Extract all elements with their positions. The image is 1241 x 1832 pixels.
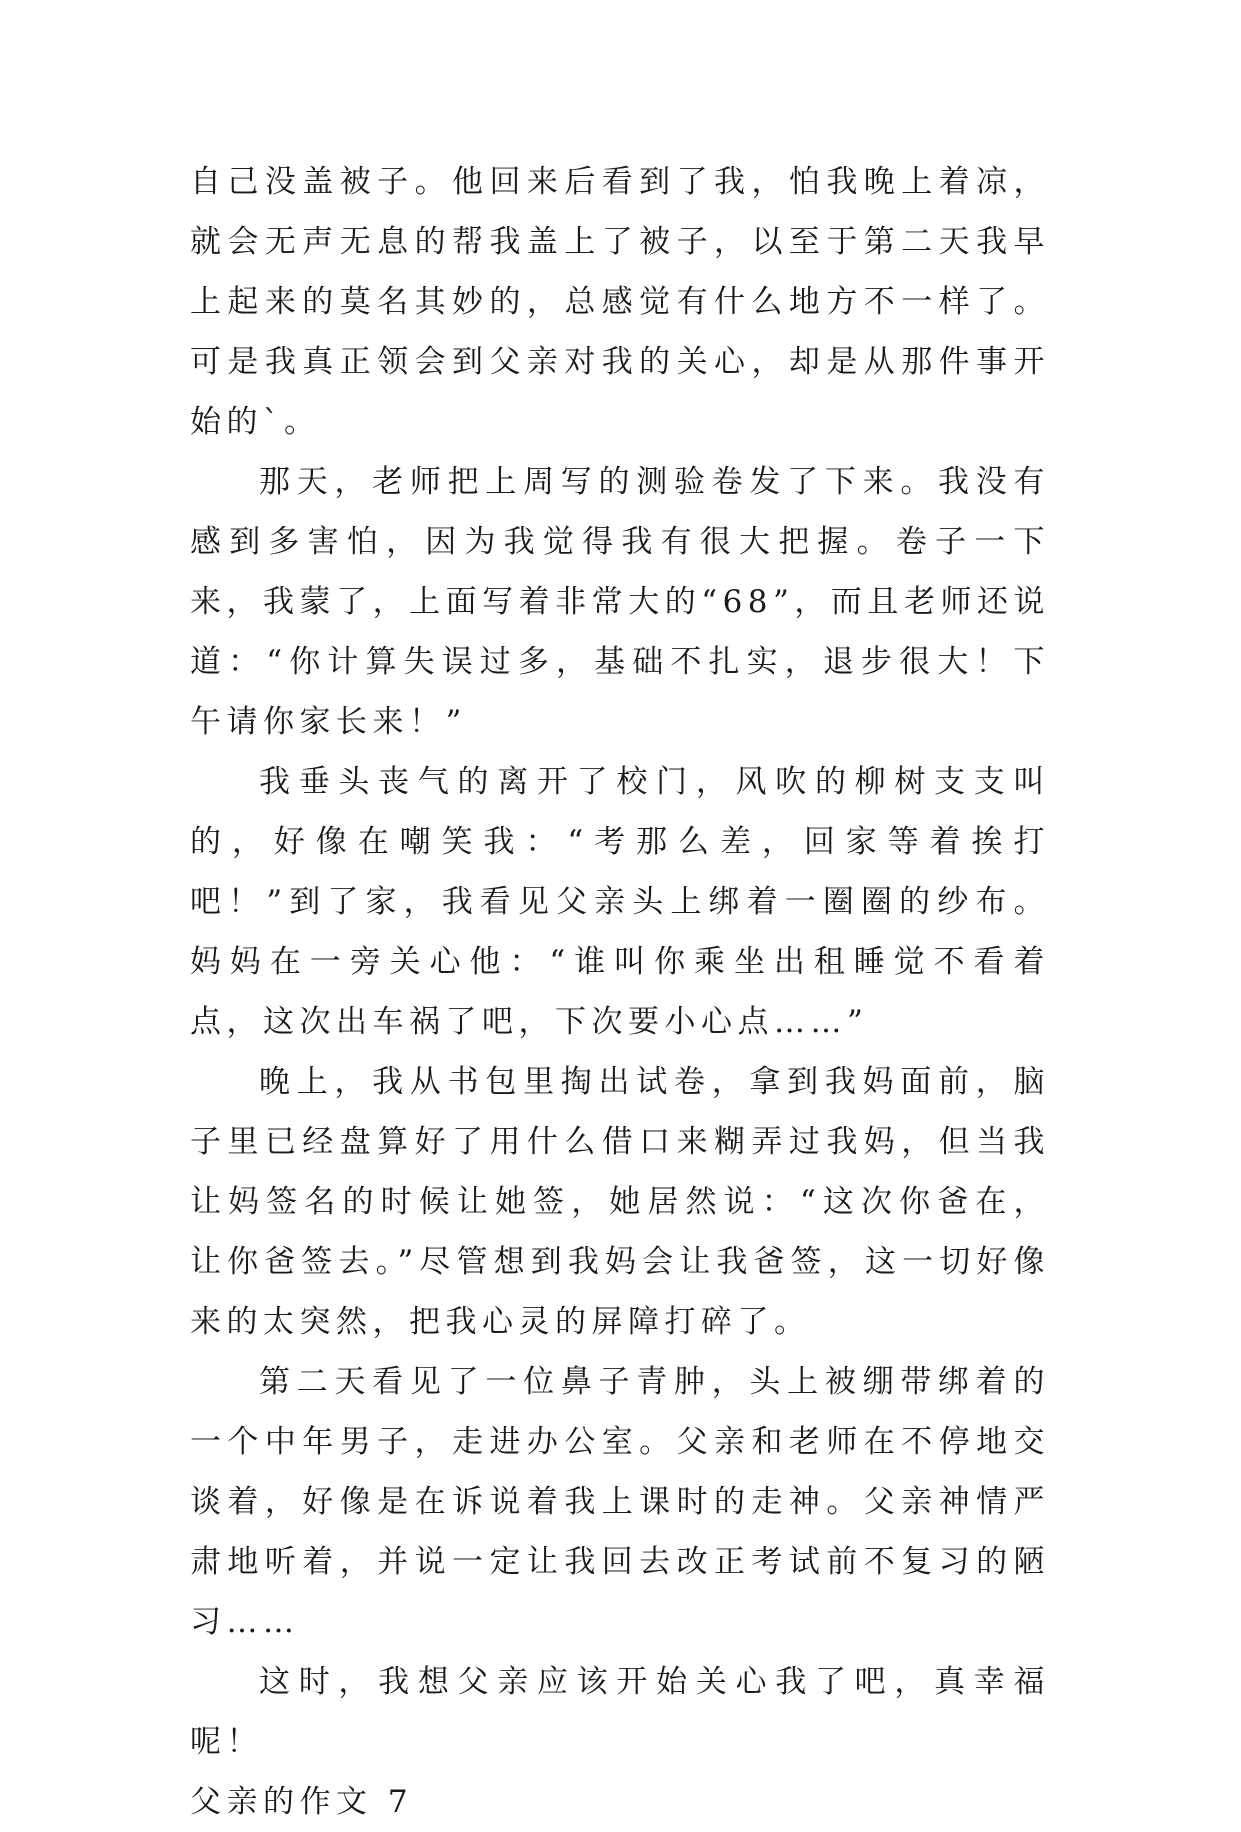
- paragraph-evening-signature: 晚上，我从书包里掏出试卷，拿到我妈面前，脑子里已经盘算好了用什么借口来糊弄过我妈，但当我让妈签名的时候让她签，她居然说：“这次你爸在，让你爸签去。”尽管想到我妈会让我爸签，这一切好像来的太突然，把我心灵的屏障打碎了。: [190, 1064, 1050, 1340]
- paragraph-next-day-office: 第二天看见了一位鼻子青肿，头上被绷带绑着的一个中年男子，走进办公室。父亲和老师在不停地交谈着，好像是在诉说着我上课时的走神。父亲神情严肃地听着，并说一定让我回去改正考试前不复习的陋习……: [190, 1364, 1050, 1640]
- paragraph-continuation: 自己没盖被子。他回来后看到了我，怕我晚上着凉，就会无声无息的帮我盖上了被子，以至于第二天我早上起来的莫名其妙的，总感觉有什么地方不一样了。可是我真正领会到父亲对我的关心，却是从那件事开始的`。: [190, 164, 1050, 440]
- document-body: [190, 152, 1050, 1832]
- paragraph-going-home: 我垂头丧气的离开了校门，风吹的柳树支支叫的，好像在嘲笑我：“考那么差，回家等着挨打吧！”到了家，我看见父亲头上绑着一圈圈的纱布。妈妈在一旁关心他：“谁叫你乘坐出租睡觉不看着点，这次出车祸了吧，下次要小心点……”: [190, 764, 1050, 1040]
- paragraph-test-paper: 那天，老师把上周写的测验卷发了下来。我没有感到多害怕，因为我觉得我有很大把握。卷子一下来，我蒙了，上面写着非常大的“68”，而且老师还说道：“你计算失误过多，基础不扎实，退步很大！下午请你家长来！”: [190, 464, 1050, 740]
- essay-heading: 父亲的作文 7: [190, 1784, 414, 1820]
- paragraph-conclusion: 这时，我想父亲应该开始关心我了吧，真幸福呢！: [190, 1664, 1050, 1760]
